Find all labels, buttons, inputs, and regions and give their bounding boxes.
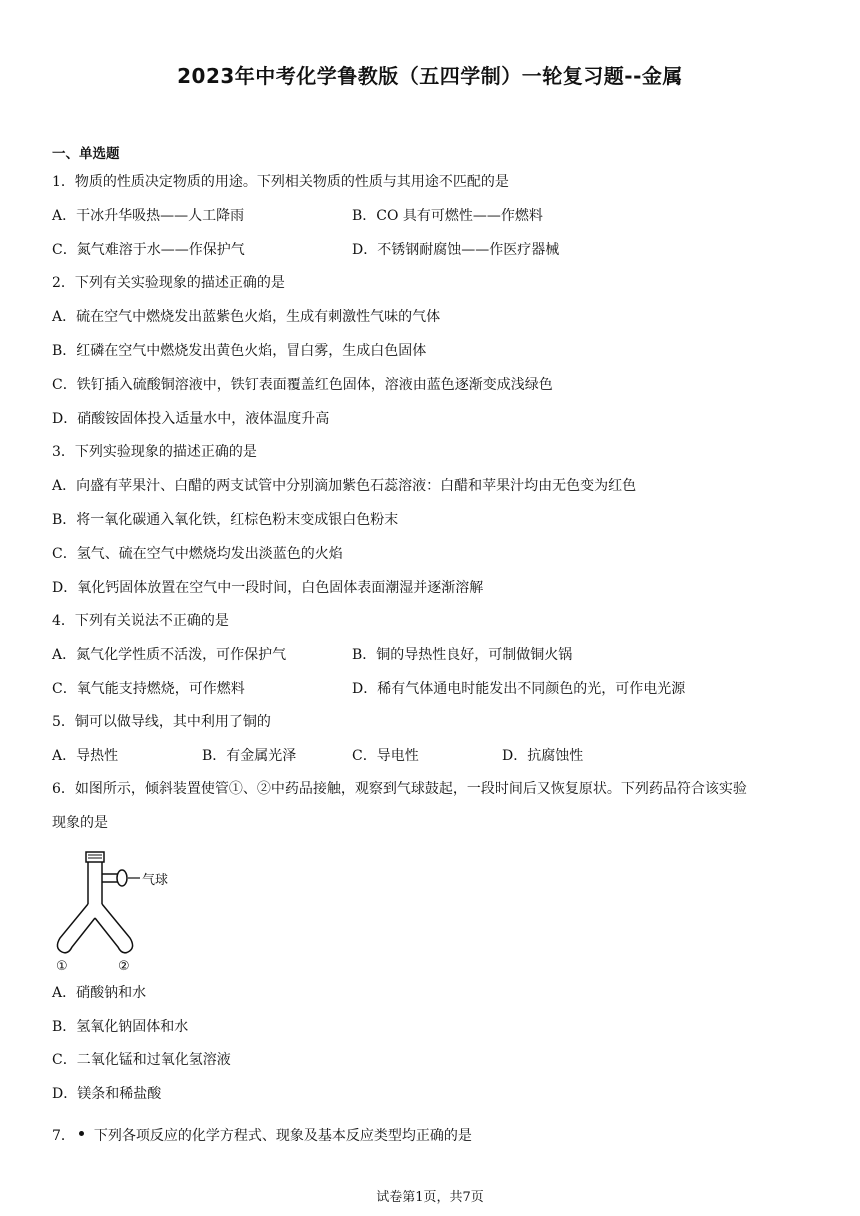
question-5-stem: 5．铜可以做导线，其中利用了铜的 — [52, 714, 271, 730]
question-2-option-a: A．硫在空气中燃烧发出蓝紫色火焰，生成有刺激性气味的气体 — [52, 309, 441, 325]
tube-1-label: ① — [56, 959, 68, 972]
question-4-option-c: C．氧气能支持燃烧，可作燃料 — [52, 681, 245, 697]
question-7-stem-row — [52, 1126, 472, 1146]
question-2-option-d: D．硝酸铵固体投入适量水中，液体温度升高 — [52, 411, 330, 427]
question-7-stem: 下列各项反应的化学方程式、现象及基本反应类型均正确的是 — [93, 1128, 472, 1144]
page-footer: 试卷第1页，共7页 — [376, 1190, 484, 1205]
page-title: 2023年中考化学鲁教版（五四学制）一轮复习题--金属 — [177, 64, 683, 88]
question-6-option-d: D．镁条和稀盐酸 — [52, 1086, 162, 1102]
question-3-option-c: C．氢气、硫在空气中燃烧均发出淡蓝色的火焰 — [52, 546, 343, 562]
question-5-option-d: D．抗腐蚀性 — [502, 748, 584, 764]
bullet-dot-icon — [79, 1131, 84, 1136]
question-7-number: 7． — [52, 1128, 75, 1144]
question-6-option-c: C．二氧化锰和过氧化氢溶液 — [52, 1052, 231, 1068]
question-5-option-a: A．导热性 — [52, 748, 119, 764]
tube-2 — [95, 904, 133, 953]
question-6-stem-line-1: 6．如图所示，倾斜装置使管①、②中药品接触，观察到气球鼓起，一段时间后又恢复原状。下列药品符合该实验 — [52, 781, 747, 797]
question-3-stem: 3．下列实验现象的描述正确的是 — [52, 444, 257, 460]
question-2-option-b: B．红磷在空气中燃烧发出黄色火焰，冒白雾，生成白色固体 — [52, 343, 427, 359]
question-2-stem: 2．下列有关实验现象的描述正确的是 — [52, 275, 285, 291]
question-3-option-b: B．将一氧化碳通入氧化铁，红棕色粉末变成银白色粉末 — [52, 512, 399, 528]
question-4-option-b: B．铜的导热性良好，可制做铜火锅 — [352, 647, 573, 663]
y-tube-apparatus-figure — [50, 846, 190, 972]
tube-1 — [57, 904, 95, 953]
question-1-option-c: C．氮气难溶于水——作保护气 — [52, 242, 245, 258]
question-1-option-b: B．CO 具有可燃性——作燃料 — [352, 208, 543, 224]
question-6-stem-line-2: 现象的是 — [52, 815, 108, 831]
stopper — [86, 852, 104, 862]
side-arm — [102, 874, 118, 882]
tube-2-label: ② — [118, 959, 130, 972]
question-6-option-a: A．硝酸钠和水 — [52, 985, 147, 1001]
question-1-stem: 1．物质的性质决定物质的用途。下列相关物质的性质与其用途不匹配的是 — [52, 174, 509, 190]
question-3-option-d: D．氧化钙固体放置在空气中一段时间，白色固体表面潮湿并逐渐溶解 — [52, 580, 484, 596]
question-4-stem: 4．下列有关说法不正确的是 — [52, 613, 229, 629]
question-5-option-b: B．有金属光泽 — [202, 748, 297, 764]
question-5-option-c: C．导电性 — [352, 748, 419, 764]
question-3-option-a: A．向盛有苹果汁、白醋的两支试管中分别滴加紫色石蕊溶液：白醋和苹果汁均由无色变为红色 — [52, 478, 637, 494]
tube-neck — [88, 862, 102, 904]
question-1-option-d: D．不锈钢耐腐蚀——作医疗器械 — [352, 242, 560, 258]
question-2-option-c: C．铁钉插入硫酸铜溶液中，铁钉表面覆盖红色固体，溶液由蓝色逐渐变成浅绿色 — [52, 377, 553, 393]
balloon-label: 气球 — [142, 873, 169, 888]
question-4-option-d: D．稀有气体通电时能发出不同颜色的光，可作电光源 — [352, 681, 686, 697]
balloon — [117, 870, 127, 886]
question-4-option-a: A．氮气化学性质不活泼，可作保护气 — [52, 647, 287, 663]
section-heading: 一、单选题 — [52, 146, 120, 162]
question-1-option-a: A．干冰升华吸热——人工降雨 — [52, 208, 245, 224]
question-6-option-b: B．氢氧化钠固体和水 — [52, 1019, 189, 1035]
